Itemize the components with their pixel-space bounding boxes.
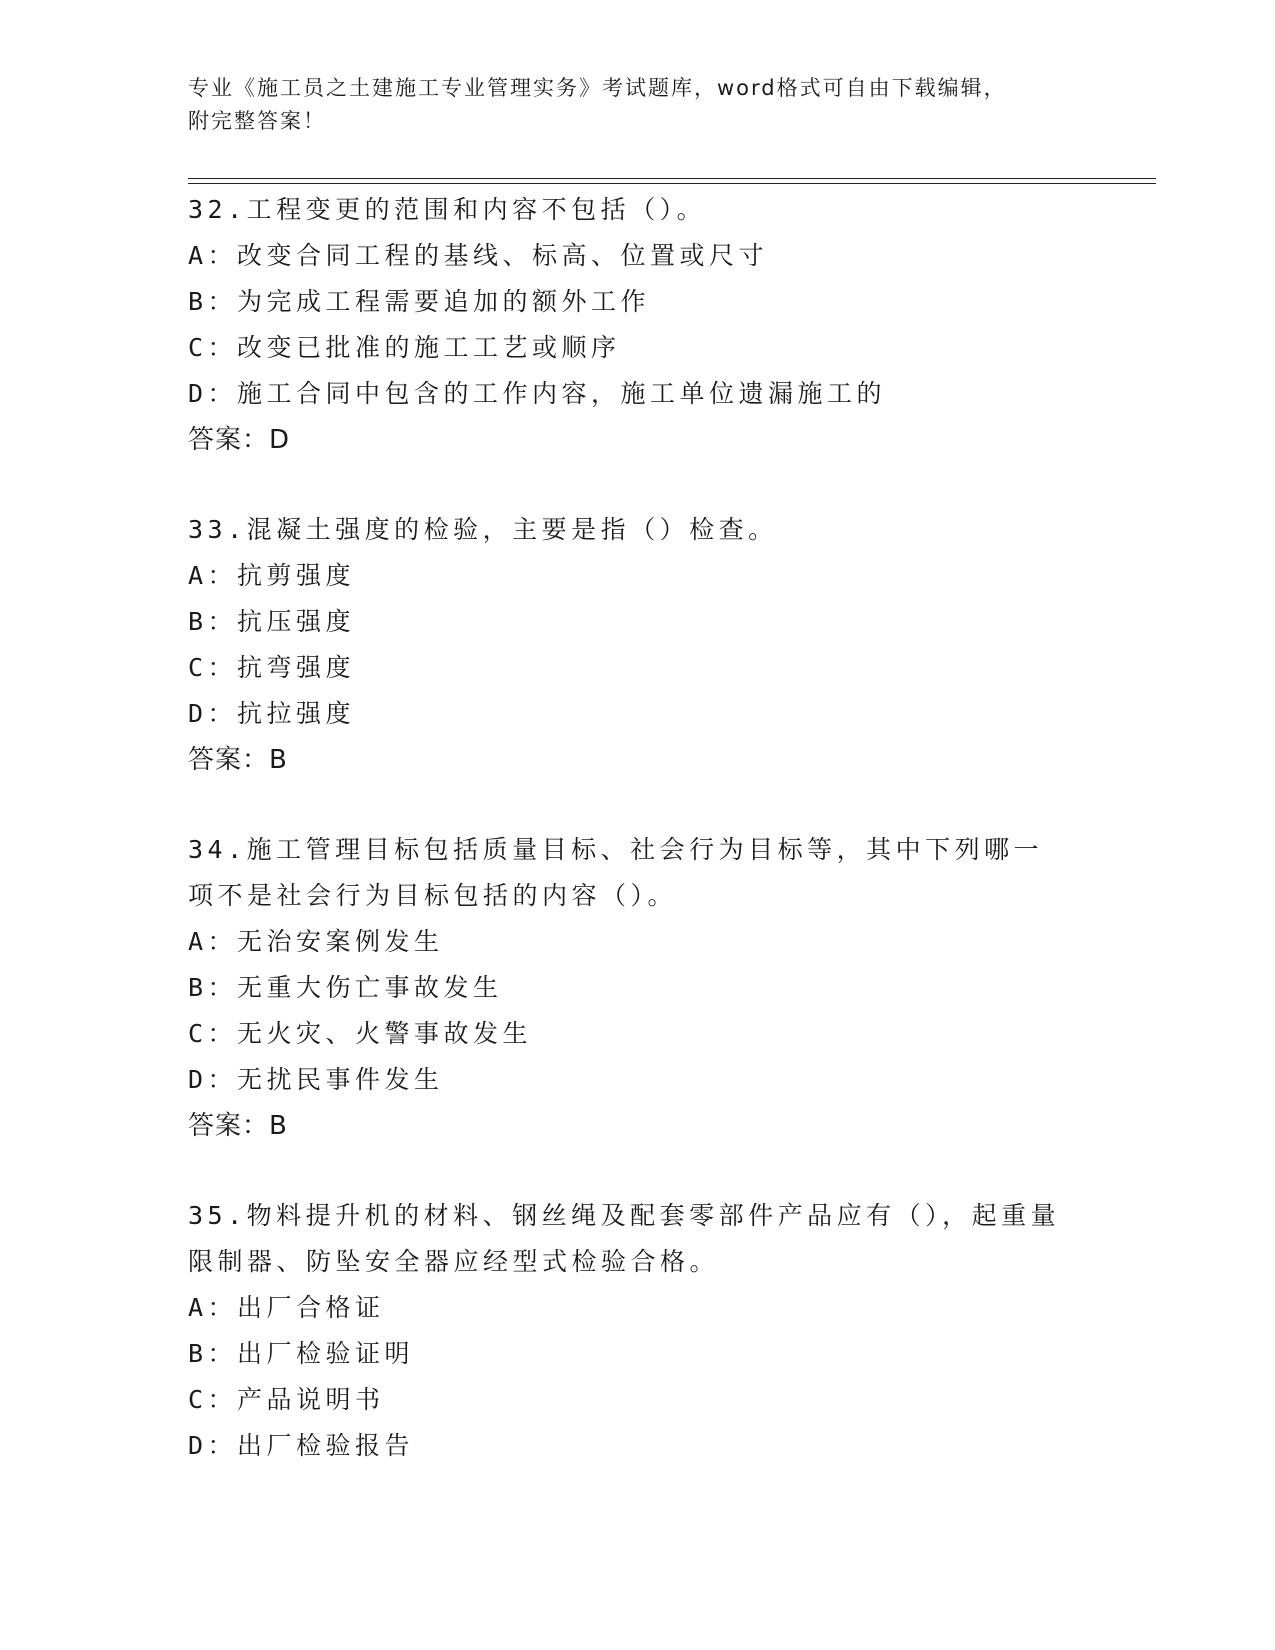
- header-divider-bottom: [188, 183, 1156, 184]
- option-b: B：抗压强度: [188, 607, 356, 636]
- option-d: D：抗拉强度: [188, 699, 356, 728]
- option-d: D：出厂检验报告: [188, 1431, 415, 1460]
- header-divider-top: [188, 178, 1156, 179]
- answer-line: 答案：B: [188, 745, 288, 775]
- option-c: C：产品说明书: [188, 1385, 385, 1414]
- option-c: C：改变已批准的施工工艺或顺序: [188, 333, 621, 362]
- header-line-1: 专业《施工员之土建施工专业管理实务》考试题库，word格式可自由下载编辑，: [188, 76, 1007, 100]
- question-stem: 33.混凝土强度的检验，主要是指（）检查。: [188, 515, 778, 544]
- header-line-2: 附完整答案！: [188, 109, 326, 133]
- option-b: B：无重大伤亡事故发生: [188, 973, 503, 1002]
- option-a: A：无治安案例发生: [188, 927, 444, 956]
- question-32: [188, 187, 1088, 463]
- option-a: A：抗剪强度: [188, 561, 356, 590]
- option-d: D：无扰民事件发生: [188, 1065, 444, 1094]
- answer-line: 答案：B: [188, 1111, 288, 1141]
- question-stem: 32.工程变更的范围和内容不包括（）。: [188, 195, 707, 224]
- document-header: [188, 72, 1088, 138]
- question-stem: 35.物料提升机的材料、钢丝绳及配套零部件产品应有（），起重量限制器、防坠安全器应经型式检验合格。: [188, 1201, 1061, 1276]
- question-35: [188, 1193, 1088, 1469]
- option-c: C：无火灾、火警事故发生: [188, 1019, 533, 1048]
- answer-line: 答案：D: [188, 425, 291, 455]
- question-list: [188, 187, 1088, 1513]
- question-stem: 34.施工管理目标包括质量目标、社会行为目标等，其中下列哪一项不是社会行为目标包括的内容（）。: [188, 835, 1044, 910]
- question-33: [188, 507, 1088, 783]
- option-b: B：为完成工程需要追加的额外工作: [188, 287, 651, 316]
- option-a: A：改变合同工程的基线、标高、位置或尺寸: [188, 241, 769, 270]
- question-34: [188, 827, 1088, 1149]
- option-c: C：抗弯强度: [188, 653, 356, 682]
- option-a: A：出厂合格证: [188, 1293, 385, 1322]
- option-b: B：出厂检验证明: [188, 1339, 415, 1368]
- option-d: D：施工合同中包含的工作内容，施工单位遗漏施工的: [188, 379, 887, 408]
